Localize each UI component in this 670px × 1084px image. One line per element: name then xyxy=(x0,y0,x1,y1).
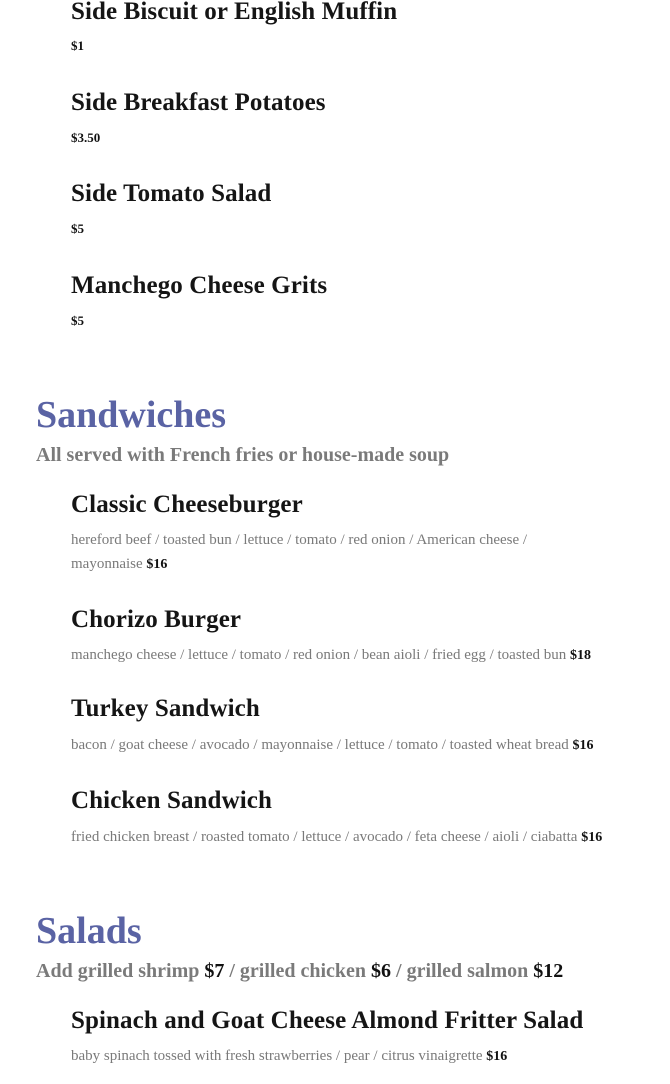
addon-shrimp-price: $7 xyxy=(204,960,225,982)
description-text: hereford beef / toasted bun / lettuce / tomato / red onion / American cheese / mayonnaise xyxy=(71,532,528,572)
menu-item-name: Side Biscuit or English Muffin xyxy=(71,0,398,25)
salad-addons xyxy=(36,960,563,983)
menu-item-name: Side Tomato Salad xyxy=(71,180,272,207)
addon-separator: / xyxy=(396,960,402,982)
menu-item-name: Chicken Sandwich xyxy=(71,787,272,814)
menu-item-description xyxy=(71,825,666,850)
addon-separator: / xyxy=(229,960,235,982)
menu-item-name: Classic Cheeseburger xyxy=(71,491,303,518)
addon-salmon-price: $12 xyxy=(533,960,564,982)
description-text: manchego cheese / lettuce / tomato / red onion / bean aioli / fried egg / toasted bun xyxy=(71,647,567,663)
menu-item-price: $16 xyxy=(572,738,594,753)
menu-item-price: $16 xyxy=(486,1049,508,1064)
menu-item-price: $5 xyxy=(71,313,84,328)
description-text: bacon / goat cheese / avocado / mayonnaise / lettuce / tomato / toasted wheat bread xyxy=(71,737,569,753)
menu-item-description xyxy=(71,733,661,758)
menu-item-description xyxy=(71,1044,661,1069)
section-title-salads: Salads xyxy=(36,910,142,952)
section-title-sandwiches: Sandwiches xyxy=(36,394,227,436)
menu-item-price: $16 xyxy=(581,830,603,845)
menu-item-price: $16 xyxy=(146,557,168,572)
menu-item-name: Chorizo Burger xyxy=(71,606,242,633)
menu-item-price: $5 xyxy=(71,221,84,236)
addon-chicken-price: $6 xyxy=(371,960,392,982)
menu-item-name: Turkey Sandwich xyxy=(71,695,260,722)
menu-item-description xyxy=(71,528,581,577)
menu-item-name: Manchego Cheese Grits xyxy=(71,272,328,299)
menu-item-name: Side Breakfast Potatoes xyxy=(71,89,326,116)
section-subtitle: All served with French fries or house-made soup xyxy=(36,444,450,466)
menu-item-price: $3.50 xyxy=(71,130,101,145)
addon-chicken-label: grilled chicken xyxy=(239,960,367,982)
menu-item-name: Spinach and Goat Cheese Almond Fritter Salad xyxy=(71,1007,584,1034)
addon-salmon-label: grilled salmon xyxy=(406,960,529,982)
menu-item-price: $18 xyxy=(570,648,592,663)
menu-item-description xyxy=(71,643,661,668)
addon-shrimp-label: Add grilled shrimp xyxy=(36,960,200,982)
description-text: baby spinach tossed with fresh strawberries / pear / citrus vinaigrette xyxy=(71,1048,483,1064)
description-text: fried chicken breast / roasted tomato / lettuce / avocado / feta cheese / aioli / ciabatta xyxy=(71,829,578,845)
menu-item-price: $1 xyxy=(71,38,84,53)
